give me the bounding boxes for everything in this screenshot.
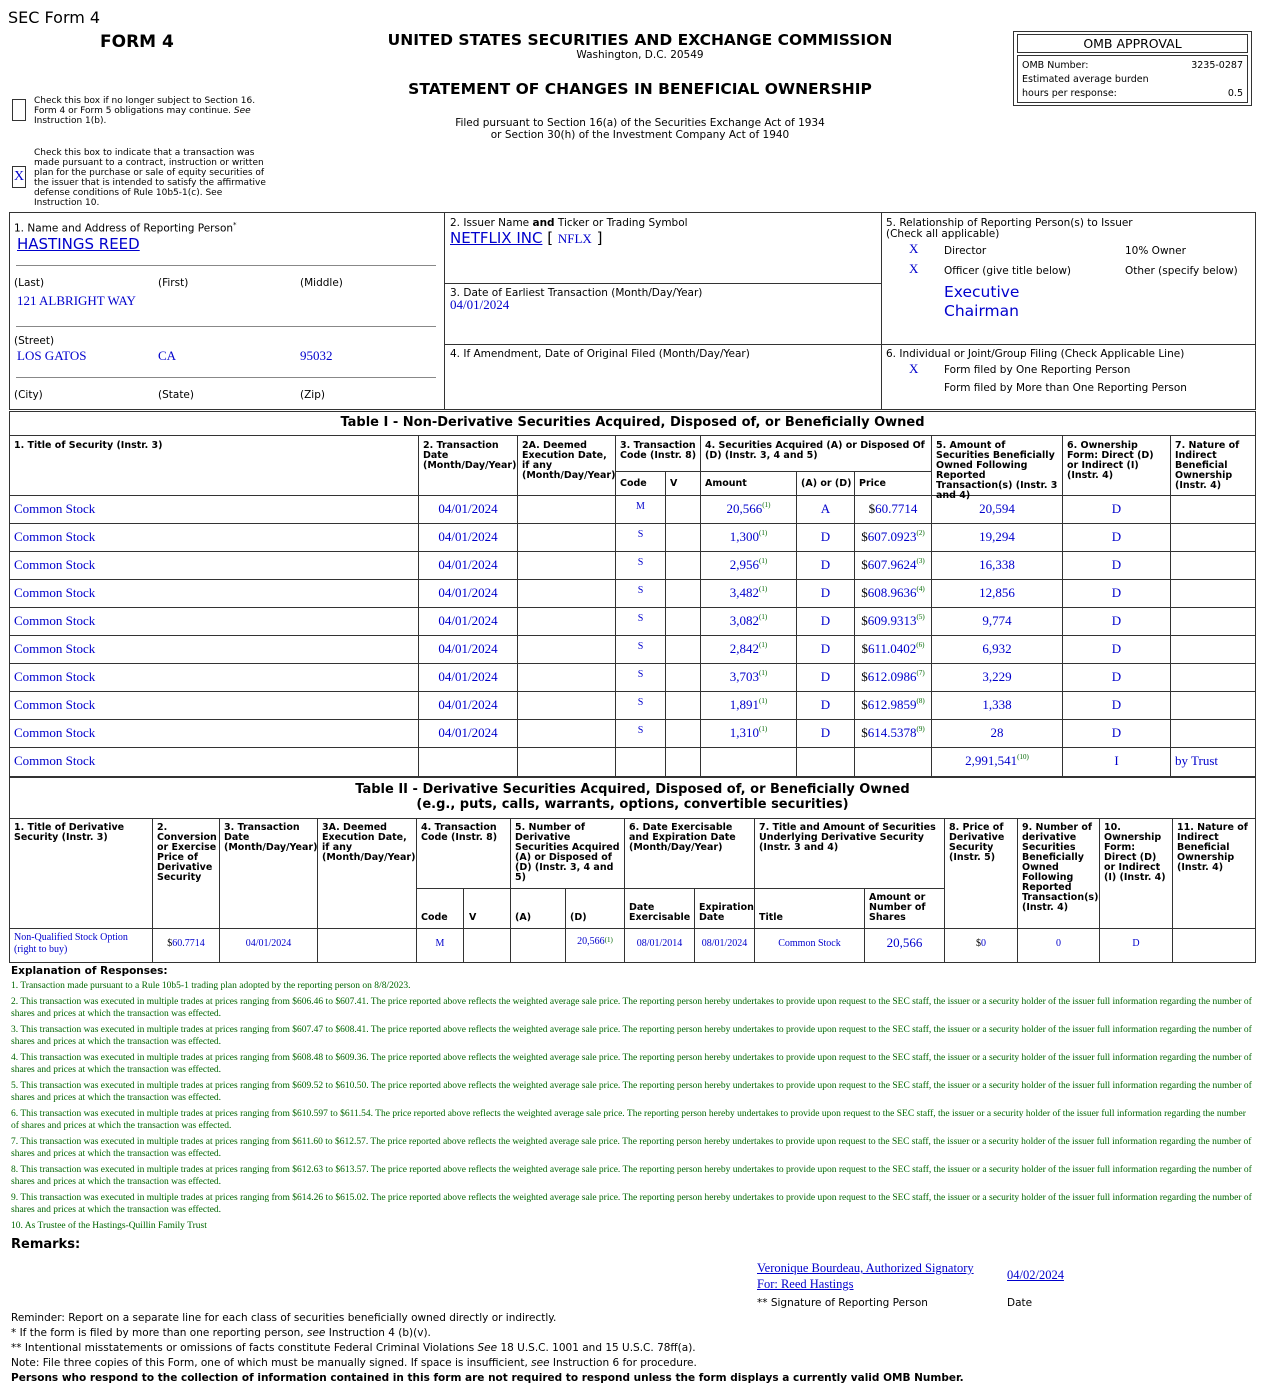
t1-title-cell: Common Stock <box>14 725 96 740</box>
omb-number-label: OMB Number: <box>1022 60 1089 71</box>
issuer-name-link[interactable]: NETFLIX INC <box>450 229 543 247</box>
state-value: CA <box>158 348 177 363</box>
signature-date[interactable]: 04/02/2024 <box>1007 1268 1064 1282</box>
city-value: LOS GATOS <box>17 348 87 363</box>
t2-dollar: $ <box>167 938 173 949</box>
omb-approval-box <box>1013 31 1252 106</box>
t1-amount-cell: 1,300$^{(1)}$ <box>729 529 768 544</box>
t2-disposed-value: 20,566 <box>577 936 605 947</box>
footnote-10: 10. As Trustee of the Hastings-Quillin Family Trust <box>11 1221 207 1231</box>
t1-date-cell: 04/01/2024 <box>438 613 498 628</box>
t1-ad-cell: D <box>820 557 831 572</box>
t1-h7: 7. Nature of Indirect Beneficial Ownership (Instr. 4) <box>1175 440 1240 491</box>
star1a: * If the form is filed by more than one reporting person, <box>11 1327 304 1339</box>
t1-h6: 6. Ownership Form: Direct (D) or Indirect (I) (Instr. 4) <box>1067 440 1154 481</box>
section16-see: See <box>233 106 251 116</box>
star2a: ** Intentional misstatements or omissions of facts constitute Federal Criminal Violations <box>11 1342 475 1354</box>
officer-title-1: Executive <box>944 283 1020 301</box>
middle-label: (Middle) <box>300 277 343 289</box>
t1-amount-cell: 3,482$^{(1)}$ <box>729 585 768 600</box>
star1c: Instruction 4 (b)(v). <box>328 1327 431 1339</box>
reporting-info-grid <box>9 212 1256 410</box>
footnote-7: 7. This transaction was executed in multiple trades at prices ranging from $611.60 to $612.57. The price reported above reflects the weighted average sale price. The reporting person hereby undertakes to provide upon request to the SEC staff, the issuer or a security holder of the issuer full information regarding the number of shares and prices at which the transaction was effected. <box>11 1137 1252 1159</box>
t1-code-cell: S <box>637 585 644 596</box>
t1-code-cell: M <box>636 501 645 512</box>
rule-text-line: plan for the purchase or sale of equity securities of <box>34 168 265 178</box>
issuer-value <box>450 229 602 247</box>
amendment-label: 4. If Amendment, Date of Original Filed (Month/Day/Year) <box>450 348 750 360</box>
footer-note <box>11 1357 697 1369</box>
t1-amount-cell: 2,842$^{(1)}$ <box>729 641 768 656</box>
t1-code-cell: S <box>637 697 644 708</box>
officer-label: Officer (give title below) <box>944 265 1072 277</box>
t1-ad-cell: D <box>820 529 831 544</box>
t1-price-cell: $611.0402$^{(6)}$ <box>861 641 925 656</box>
last-label: (Last) <box>14 277 45 289</box>
filed-pursuant <box>330 117 950 141</box>
reporting-person-name-link[interactable]: HASTINGS REED <box>17 235 140 253</box>
note-a: Note: File three copies of this Form, one of which must be manually signed. If space is insufficient, <box>11 1357 528 1369</box>
t1-amount-cell: 3,703$^{(1)}$ <box>729 669 768 684</box>
omb-notice: Persons who respond to the collection of information contained in this form are not required to respond unless the form displays a currently valid OMB Number. <box>11 1372 964 1384</box>
t1-owned-cell: 1,338 <box>982 697 1012 712</box>
t1-date-cell: 04/01/2024 <box>438 501 498 516</box>
star2b: See <box>477 1342 498 1354</box>
t1-h5: 5. Amount of Securities Beneficially Owned Following Reported Transaction(s) (Instr. 3 and 4) <box>936 440 1058 501</box>
t2-h7-amount: Amount or Number of Shares <box>869 892 926 923</box>
t1-owned-cell: 20,594 <box>979 501 1015 516</box>
section16-text-3: Instruction 1(b). <box>34 116 107 126</box>
t2-h6-expiration: Expiration Date <box>699 902 754 923</box>
filing-label: 6. Individual or Joint/Group Filing (Check Applicable Line) <box>886 348 1185 360</box>
officer-title <box>944 283 1019 321</box>
issuer-label-prefix: 2. Issuer Name <box>450 217 530 229</box>
state-label: (State) <box>158 389 194 401</box>
t1-nature-cell: by Trust <box>1175 753 1218 768</box>
t2-h1: 1. Title of Derivative Security (Instr. 3) <box>14 822 125 843</box>
street-value: 121 ALBRIGHT WAY <box>17 293 136 308</box>
footer-star-2 <box>11 1342 696 1354</box>
t2-title-2: (right to buy) <box>14 944 68 955</box>
t2-conversion-price <box>153 938 219 949</box>
issuer-ticker: NFLX <box>557 231 592 246</box>
t2-h6: 6. Date Exercisable and Expiration Date (Month/Day/Year) <box>629 822 736 853</box>
t1-amount-cell: 2,956$^{(1)}$ <box>729 557 768 572</box>
t1-owned-cell: 12,856 <box>979 585 1015 600</box>
t1-amount-cell: 1,310$^{(1)}$ <box>729 725 768 740</box>
omb-approval-title: OMB APPROVAL <box>1017 34 1248 53</box>
t1-date-cell: 04/01/2024 <box>438 669 498 684</box>
t1-h1: 1. Title of Security (Instr. 3) <box>14 440 163 451</box>
t1-h3-v: V <box>670 478 678 489</box>
issuer-label <box>450 218 688 229</box>
signature-line-1[interactable]: Veronique Bourdeau, Authorized Signatory <box>757 1261 974 1275</box>
rule-10b5-1-label <box>34 148 274 208</box>
t1-title-cell: Common Stock <box>14 501 96 516</box>
footnote-5: 5. This transaction was executed in multiple trades at prices ranging from $609.52 to $610.50. The price reported above reflects the weighted average sale price. The reporting person hereby undertakes to provide upon request to the SEC staff, the issuer or a security holder of the issuer full information regarding the number of shares and prices at which the transaction was effected. <box>11 1081 1252 1103</box>
table-2-title <box>9 782 1256 812</box>
page-label: SEC Form 4 <box>8 8 101 27</box>
remarks-title: Remarks: <box>11 1237 81 1252</box>
footnote-1: 1. Transaction made pursuant to a Rule 10b5-1 trading plan adopted by the reporting person on 8/8/2023. <box>11 981 411 991</box>
t1-form-cell: D <box>1111 501 1122 516</box>
t1-owned-cell: 6,932 <box>982 641 1012 656</box>
t1-h4-amount: Amount <box>705 478 747 489</box>
director-mark[interactable]: X <box>909 241 919 256</box>
t2-h3a: 3A. Deemed Execution Date, if any (Month/Day/Year) <box>322 822 416 863</box>
reporting-person-label-text: 1. Name and Address of Reporting Person <box>14 222 234 235</box>
t1-price-cell: $614.5378$^{(9)}$ <box>861 725 925 740</box>
rule-text-line: made pursuant to a contract, instruction or written <box>34 158 264 168</box>
t2-price-8 <box>945 938 1017 949</box>
t1-form-cell: D <box>1111 725 1122 740</box>
filed-pursuant-line-2: or Section 30(h) of the Investment Company Act of 1940 <box>490 129 790 141</box>
t1-form-cell: D <box>1111 529 1122 544</box>
t1-h3: 3. Transaction Code (Instr. 8) <box>620 440 697 461</box>
section16-text-1: Check this box if no longer subject to Section 16. <box>34 96 256 106</box>
t1-amount-cell: 3,082$^{(1)}$ <box>729 613 768 628</box>
t2-h4-code: Code <box>421 912 448 923</box>
t1-code-cell: S <box>637 557 644 568</box>
star2c: 18 U.S.C. 1001 and 15 U.S.C. 78ff(a). <box>500 1342 696 1354</box>
t1-title-cell: Common Stock <box>14 557 96 572</box>
t1-form-cell: D <box>1111 669 1122 684</box>
t1-price-cell: $612.0986$^{(7)}$ <box>861 669 925 684</box>
issuer-label-suffix: Ticker or Trading Symbol <box>557 217 688 229</box>
t1-owned-cell: 16,338 <box>979 557 1015 572</box>
date-label: Date <box>1007 1297 1033 1309</box>
table-2-title-2: (e.g., puts, calls, warrants, options, convertible securities) <box>416 797 849 812</box>
omb-number: 3235-0287 <box>1191 60 1243 71</box>
t1-ad-cell: D <box>820 613 831 628</box>
ten-percent-owner-label: 10% Owner <box>1125 245 1186 257</box>
t2-h2: 2. Conversion or Exercise Price of Derivative Security <box>157 822 217 883</box>
t1-owned-cell: 9,774 <box>982 613 1012 628</box>
t1-ad-cell: D <box>820 585 831 600</box>
other-label: Other (specify below) <box>1125 265 1238 277</box>
t2-disposed-fn: (1) <box>604 936 613 944</box>
t1-title-cell: Common Stock <box>14 641 96 656</box>
officer-title-2: Chairman <box>944 302 1019 320</box>
t1-h4-ad: (A) or (D) <box>801 478 852 489</box>
issuer-label-and: and <box>532 217 555 229</box>
t1-title-cell: Common Stock <box>14 613 96 628</box>
t2-owned: 0 <box>1056 938 1061 949</box>
t2-h5-d: (D) <box>570 912 587 923</box>
statement-title: STATEMENT OF CHANGES IN BENEFICIAL OWNERSHIP <box>408 80 872 98</box>
section16-text-2: Form 4 or Form 5 obligations may continue. <box>34 106 232 116</box>
t1-code-cell: S <box>637 613 644 624</box>
t1-amount-cell: 1,891$^{(1)}$ <box>729 697 768 712</box>
rule-10b5-1-checkbox[interactable]: X <box>12 166 26 188</box>
t1-form-cell: D <box>1111 641 1122 656</box>
t1-price-cell: $609.9313$^{(5)}$ <box>861 613 925 628</box>
footer-star-1 <box>11 1327 431 1339</box>
one-person-label: Form filed by One Reporting Person <box>944 364 1131 376</box>
agency-location: Washington, D.C. 20549 <box>576 49 704 61</box>
first-label: (First) <box>158 277 189 289</box>
earliest-date-label: 3. Date of Earliest Transaction (Month/Day/Year) <box>450 287 703 299</box>
t1-title-cell: Common Stock <box>14 529 96 544</box>
omb-burden-label-2: hours per response: <box>1022 88 1117 99</box>
omb-burden: 0.5 <box>1227 88 1243 99</box>
t1-date-cell: 04/01/2024 <box>438 641 498 656</box>
city-label: (City) <box>14 389 43 401</box>
bracket-close: ] <box>596 229 603 247</box>
form-title: FORM 4 <box>100 32 174 52</box>
t1-date-cell: 04/01/2024 <box>438 585 498 600</box>
t1-h4: 4. Securities Acquired (A) or Disposed Of (D) (Instr. 3, 4 and 5) <box>705 440 925 461</box>
t2-code: M <box>435 938 445 949</box>
officer-mark[interactable]: X <box>909 261 919 276</box>
t1-ad-cell: D <box>820 725 831 740</box>
t2-h7-title: Title <box>759 912 783 923</box>
t1-code-cell: S <box>637 641 644 652</box>
t1-title-cell: Common Stock <box>14 753 96 768</box>
t1-form-cell: D <box>1111 557 1122 572</box>
zip-value: 95032 <box>300 348 333 363</box>
t1-code-cell: S <box>637 529 644 540</box>
footnote-8: 8. This transaction was executed in multiple trades at prices ranging from $612.63 to $613.57. The price reported above reflects the weighted average sale price. The reporting person hereby undertakes to provide upon request to the SEC staff, the issuer or a security holder of the issuer full information regarding the number of shares and prices at which the transaction was effected. <box>11 1165 1252 1187</box>
star1b: see <box>306 1327 326 1339</box>
t1-code-cell: S <box>637 725 644 736</box>
footnote-3: 3. This transaction was executed in multiple trades at prices ranging from $607.47 to $608.41. The price reported above reflects the weighted average sale price. The reporting person hereby undertakes to provide upon request to the SEC staff, the issuer or a security holder of the issuer full information regarding the number of shares and prices at which the transaction was effected. <box>11 1025 1252 1047</box>
agency-name: UNITED STATES SECURITIES AND EXCHANGE COMMISSION <box>387 31 893 49</box>
explanation-title: Explanation of Responses: <box>11 965 168 977</box>
rule-text-line: Check this box to indicate that a transaction was <box>34 148 255 158</box>
t1-owned-cell: 19,294 <box>979 529 1015 544</box>
section16-checkbox-label <box>34 96 274 126</box>
t1-amount-cell: 20,566$^{(1)}$ <box>726 501 771 516</box>
rule-text-line: the issuer that is intended to satisfy the affirmative <box>34 178 266 188</box>
signature <box>757 1260 974 1292</box>
omb-details <box>1017 55 1248 103</box>
reporting-person-star: * <box>233 221 237 229</box>
footnote-9: 9. This transaction was executed in multiple trades at prices ranging from $614.26 to $615.02. The price reported above reflects the weighted average sale price. The reporting person hereby undertakes to provide upon request to the SEC staff, the issuer or a security holder of the issuer full information regarding the number of shares and prices at which the transaction was effected. <box>11 1193 1252 1215</box>
t1-price-cell: $612.9859$^{(8)}$ <box>861 697 925 712</box>
reminder-text: Reminder: Report on a separate line for each class of securities beneficially owned directly or indirectly. <box>11 1312 557 1324</box>
filed-pursuant-line-1: Filed pursuant to Section 16(a) of the Securities Exchange Act of 1934 <box>455 117 825 129</box>
t2-h9: 9. Number of derivative Securities Beneficially Owned Following Reported Transaction(s) (Instr. 4) <box>1022 822 1099 913</box>
t2-h11: 11. Nature of Indirect Beneficial Ownership (Instr. 4) <box>1177 822 1248 873</box>
t1-code-cell: S <box>637 669 644 680</box>
t1-form-cell: D <box>1111 613 1122 628</box>
t2-h4: 4. Transaction Code (Instr. 8) <box>421 822 498 843</box>
t1-form-cell: D <box>1111 697 1122 712</box>
t1-owned-cell: 2,991,541$^{(10)}$ <box>965 753 1029 768</box>
relationship-label-2: (Check all applicable) <box>886 228 1000 240</box>
rule-text-line: Instruction 10. <box>34 198 100 208</box>
t2-price8-dollar: $ <box>976 938 981 949</box>
t2-security-title <box>14 932 128 956</box>
bracket-open: [ <box>547 229 554 247</box>
director-label: Director <box>944 245 987 257</box>
section16-checkbox[interactable] <box>12 99 26 121</box>
t2-transaction-date: 04/01/2024 <box>245 938 292 949</box>
t2-h10: 10. Ownership Form: Direct (D) or Indirect (I) (Instr. 4) <box>1104 822 1166 883</box>
t1-date-cell: 04/01/2024 <box>438 557 498 572</box>
one-person-mark[interactable]: X <box>909 361 919 376</box>
t1-price-cell: $60.7714 <box>868 501 918 516</box>
footnote-2: 2. This transaction was executed in multiple trades at prices ranging from $606.46 to $607.41. The price reported above reflects the weighted average sale price. The reporting person hereby undertakes to provide upon request to the SEC staff, the issuer or a security holder of the issuer full information regarding the number of shares and prices at which the transaction was effected. <box>11 997 1252 1019</box>
t2-expiration: 08/01/2024 <box>701 938 748 949</box>
t1-date-cell: 04/01/2024 <box>438 697 498 712</box>
table-1-title: Table I - Non-Derivative Securities Acquired, Disposed of, or Beneficially Owned <box>340 415 925 430</box>
earliest-date-value: 04/01/2024 <box>450 297 510 312</box>
t1-h2: 2. Transaction Date (Month/Day/Year) <box>423 440 517 471</box>
t1-date-cell: 04/01/2024 <box>438 529 498 544</box>
more-persons-label: Form filed by More than One Reporting Person <box>944 382 1187 394</box>
t1-owned-cell: 3,229 <box>982 669 1012 684</box>
t2-disposed <box>566 936 624 947</box>
zip-label: (Zip) <box>300 389 325 401</box>
t2-price: 60.7714 <box>172 938 205 949</box>
note-c: Instruction 6 for procedure. <box>552 1357 697 1369</box>
t1-ad-cell: D <box>820 641 831 656</box>
t1-form-cell: D <box>1111 585 1122 600</box>
t1-ad-cell: A <box>820 501 831 516</box>
street-label: (Street) <box>14 335 55 347</box>
t1-ad-cell: D <box>820 697 831 712</box>
note-b: see <box>531 1357 550 1369</box>
t1-price-cell: $607.9624$^{(3)}$ <box>861 557 925 572</box>
relationship-label-1: 5. Relationship of Reporting Person(s) to Issuer <box>886 217 1133 229</box>
t1-price-cell: $608.9636$^{(4)}$ <box>861 585 925 600</box>
t2-h4-v: V <box>469 912 477 923</box>
t2-underlying-title: Common Stock <box>778 938 841 949</box>
t1-h2a: 2A. Deemed Execution Date, if any (Month/Day/Year) <box>522 440 616 481</box>
t2-price8-value: 0 <box>981 938 986 949</box>
t2-title-1: Non-Qualified Stock Option <box>14 932 128 943</box>
t1-h3-code: Code <box>620 478 647 489</box>
footnote-4: 4. This transaction was executed in multiple trades at prices ranging from $608.48 to $609.36. The price reported above reflects the weighted average sale price. The reporting person hereby undertakes to provide upon request to the SEC staff, the issuer or a security holder of the issuer full information regarding the number of shares and prices at which the transaction was effected. <box>11 1053 1252 1075</box>
relationship-label <box>886 218 1133 240</box>
t1-date-cell: 04/01/2024 <box>438 725 498 740</box>
t2-form: D <box>1132 938 1140 949</box>
t1-title-cell: Common Stock <box>14 697 96 712</box>
t2-underlying-amount: 20,566 <box>886 935 923 950</box>
t1-form-cell: I <box>1114 753 1119 768</box>
signature-line-2[interactable]: For: Reed Hastings <box>757 1277 854 1291</box>
footnote-6: 6. This transaction was executed in multiple trades at prices ranging from $610.597 to $611.54. The price reported above reflects the weighted average sale price. The reporting person hereby undertakes to provide upon request to the SEC staff, the issuer or a security holder of the issuer full information regarding the number of shares and prices at which the transaction was effected. <box>11 1109 1246 1131</box>
signature-label: ** Signature of Reporting Person <box>757 1297 928 1309</box>
t1-ad-cell: D <box>820 669 831 684</box>
t2-h7: 7. Title and Amount of Securities Underlying Derivative Security (Instr. 3 and 4) <box>759 822 936 853</box>
t2-h5: 5. Number of Derivative Securities Acquired (A) or Disposed of (D) (Instr. 3, 4 and 5) <box>515 822 620 883</box>
t2-h3: 3. Transaction Date (Month/Day/Year) <box>224 822 318 853</box>
t1-title-cell: Common Stock <box>14 669 96 684</box>
omb-burden-label-1: Estimated average burden <box>1022 74 1149 85</box>
t1-h4-price: Price <box>859 478 886 489</box>
t2-h6-exercisable: Date Exercisable <box>629 902 691 923</box>
t2-h5-a: (A) <box>515 912 532 923</box>
rule-text-line: defense conditions of Rule 10b5-1(c). See <box>34 188 223 198</box>
t1-price-cell: $607.0923$^{(2)}$ <box>861 529 925 544</box>
t2-h8: 8. Price of Derivative Security (Instr. 5) <box>949 822 1005 863</box>
t2-exercisable: 08/01/2014 <box>636 938 683 949</box>
t1-title-cell: Common Stock <box>14 585 96 600</box>
reporting-person-label <box>14 220 237 235</box>
t1-owned-cell: 28 <box>990 725 1004 740</box>
table-2-title-1: Table II - Derivative Securities Acquired, Disposed of, or Beneficially Owned <box>355 782 910 797</box>
